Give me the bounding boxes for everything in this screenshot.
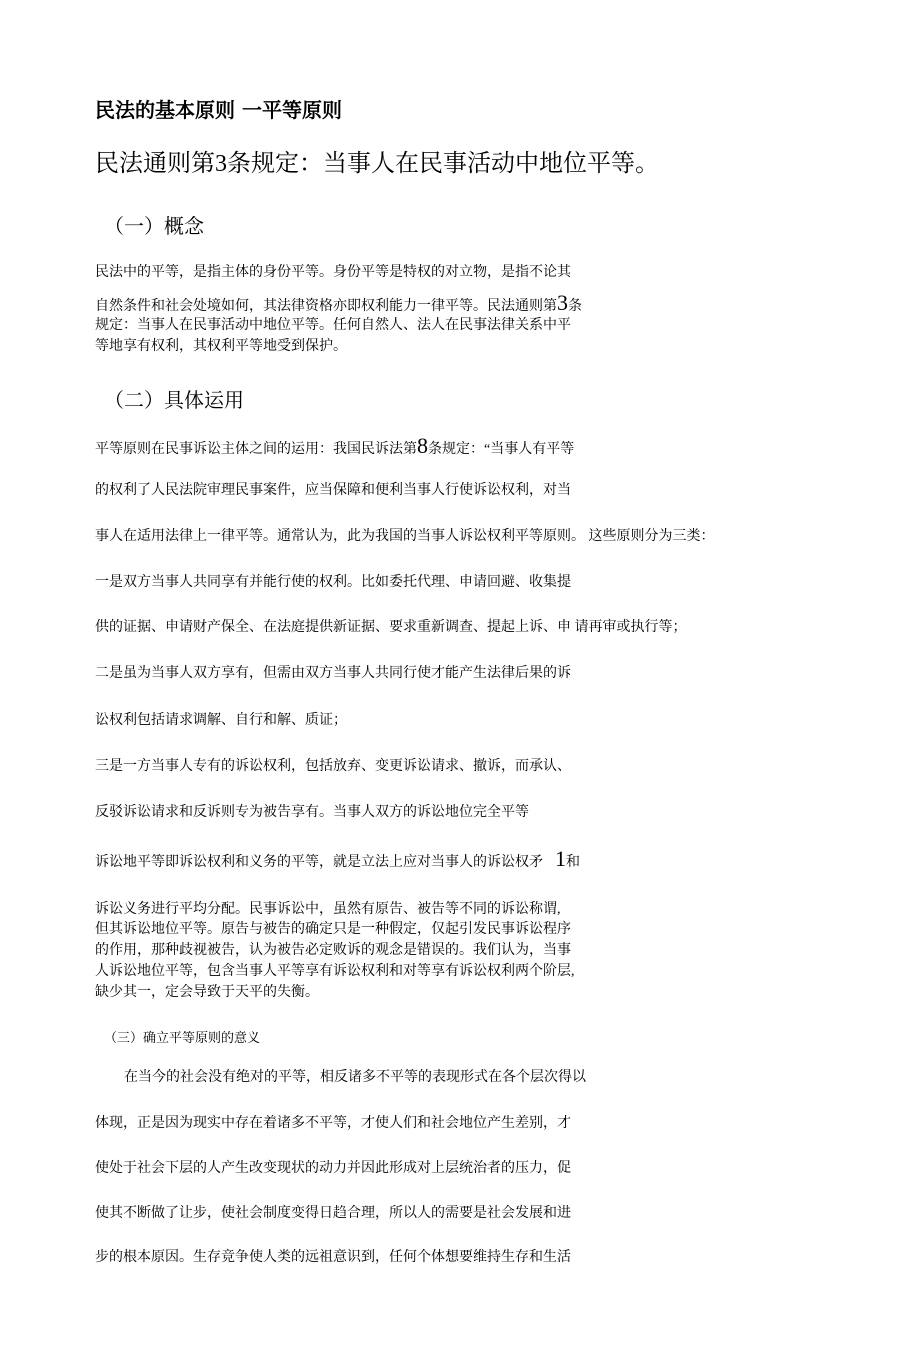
section3-line: 使处于社会下层的人产生改变现状的动力并因此形成对上层统治者的压力，促 <box>95 1161 571 1176</box>
section2-line <box>95 435 574 457</box>
section1-line <box>95 292 582 314</box>
section2-line-text: 诉讼地平等即诉讼权利和义务的平等，就是立法上应对当事人的诉讼权矛 <box>95 855 543 870</box>
section3-line: 体现，正是因为现实中存在着诸多不平等，才使人们和社会地位产生差别，才 <box>95 1116 571 1131</box>
section2-line: 讼权利包括请求调解、自行和解、质证； <box>95 713 347 728</box>
section1-line-tail: 条 <box>568 299 582 314</box>
section3-line: 步的根本原因。生存竞争使人类的远祖意识到，任何个体想要维持生存和生活 <box>95 1250 571 1265</box>
section2-para-line: 的作用，那种歧视被告，认为被告必定败诉的观念是错误的。我们认为，当事 <box>95 943 571 958</box>
section2-heading: （二）具体运用 <box>104 388 244 412</box>
section2-line-tail: 条规定：“当事人有平等 <box>428 442 575 457</box>
section2-para-line: 人诉讼地位平等，包含当事人平等享有诉讼权利和对等享有诉讼权利两个阶层, <box>95 964 575 979</box>
section2-line <box>95 848 580 870</box>
section2-para-line: 诉讼义务进行平均分配。民事诉讼中，虽然有原告、被告等不同的诉讼称谓, <box>95 902 561 917</box>
section3-heading: （三）确立平等原则的意义 <box>104 1030 261 1045</box>
section1-line: 规定：当事人在民事活动中地位平等。任何自然人、法人在民事法律关系中平 <box>95 318 571 333</box>
footnote-number: 1 <box>555 846 566 871</box>
section2-line-text: 平等原则在民事诉讼主体之间的运用：我国民诉法第 <box>95 442 417 457</box>
section2-line: 三是一方当事人专有的诉讼权利，包括放弃、变更诉讼请求、撤诉，而承认、 <box>95 759 571 774</box>
section2-line: 一是双方当事人共同享有并能行使的权利。比如委托代理、申请回避、收集提 <box>95 575 571 590</box>
section2-line: 供的证据、申请财产保全、在法庭提供新证据、要求重新调查、提起上诉、申 请再审或执行等； <box>95 620 687 635</box>
section1-line-text: 自然条件和社会处境如何，其法律资格亦即权利能力一律平等。民法通则第 <box>95 299 557 314</box>
section1-line: 等地享有权利，其权利平等地受到保护。 <box>95 339 347 354</box>
section1-line: 民法中的平等，是指主体的身份平等。身份平等是特权的对立物，是指不论其 <box>95 265 571 280</box>
section2-para-line: 缺少其一，定会导致于天平的失衡。 <box>95 985 319 1000</box>
section3-line: 使其不断做了让步，使社会制度变得日趋合理，所以人的需要是社会发展和进 <box>95 1206 571 1221</box>
article-number: 8 <box>417 433 428 458</box>
section2-line: 事人在适用法律上一律平等。通常认为，此为我国的当事人诉讼权利平等原则。 这些原则分为三类： <box>95 529 715 544</box>
article-number: 3 <box>557 290 568 315</box>
section2-line: 二是虽为当事人双方享有，但需由双方当事人共同行使才能产生法律后果的诉 <box>95 666 571 681</box>
page-subtitle: 民法通则第3条规定：当事人在民事活动中地位平等。 <box>95 151 659 177</box>
page-title: 民法的基本原则 一平等原则 <box>95 98 342 122</box>
section2-line: 反驳诉讼请求和反诉则专为被告享有。当事人双方的诉讼地位完全平等 <box>95 805 529 820</box>
section2-line-tail: 和 <box>566 855 580 870</box>
section1-heading: （一）概念 <box>104 214 204 238</box>
section2-para-line: 但其诉讼地位平等。原告与被告的确定只是一种假定，仅起引发民事诉讼程序 <box>95 922 571 937</box>
section3-line: 在当今的社会没有绝对的平等，相反诸多不平等的表现形式在各个层次得以 <box>124 1070 586 1085</box>
section2-line: 的权利了人民法院审理民事案件，应当保障和便利当事人行使诉讼权利，对当 <box>95 483 571 498</box>
